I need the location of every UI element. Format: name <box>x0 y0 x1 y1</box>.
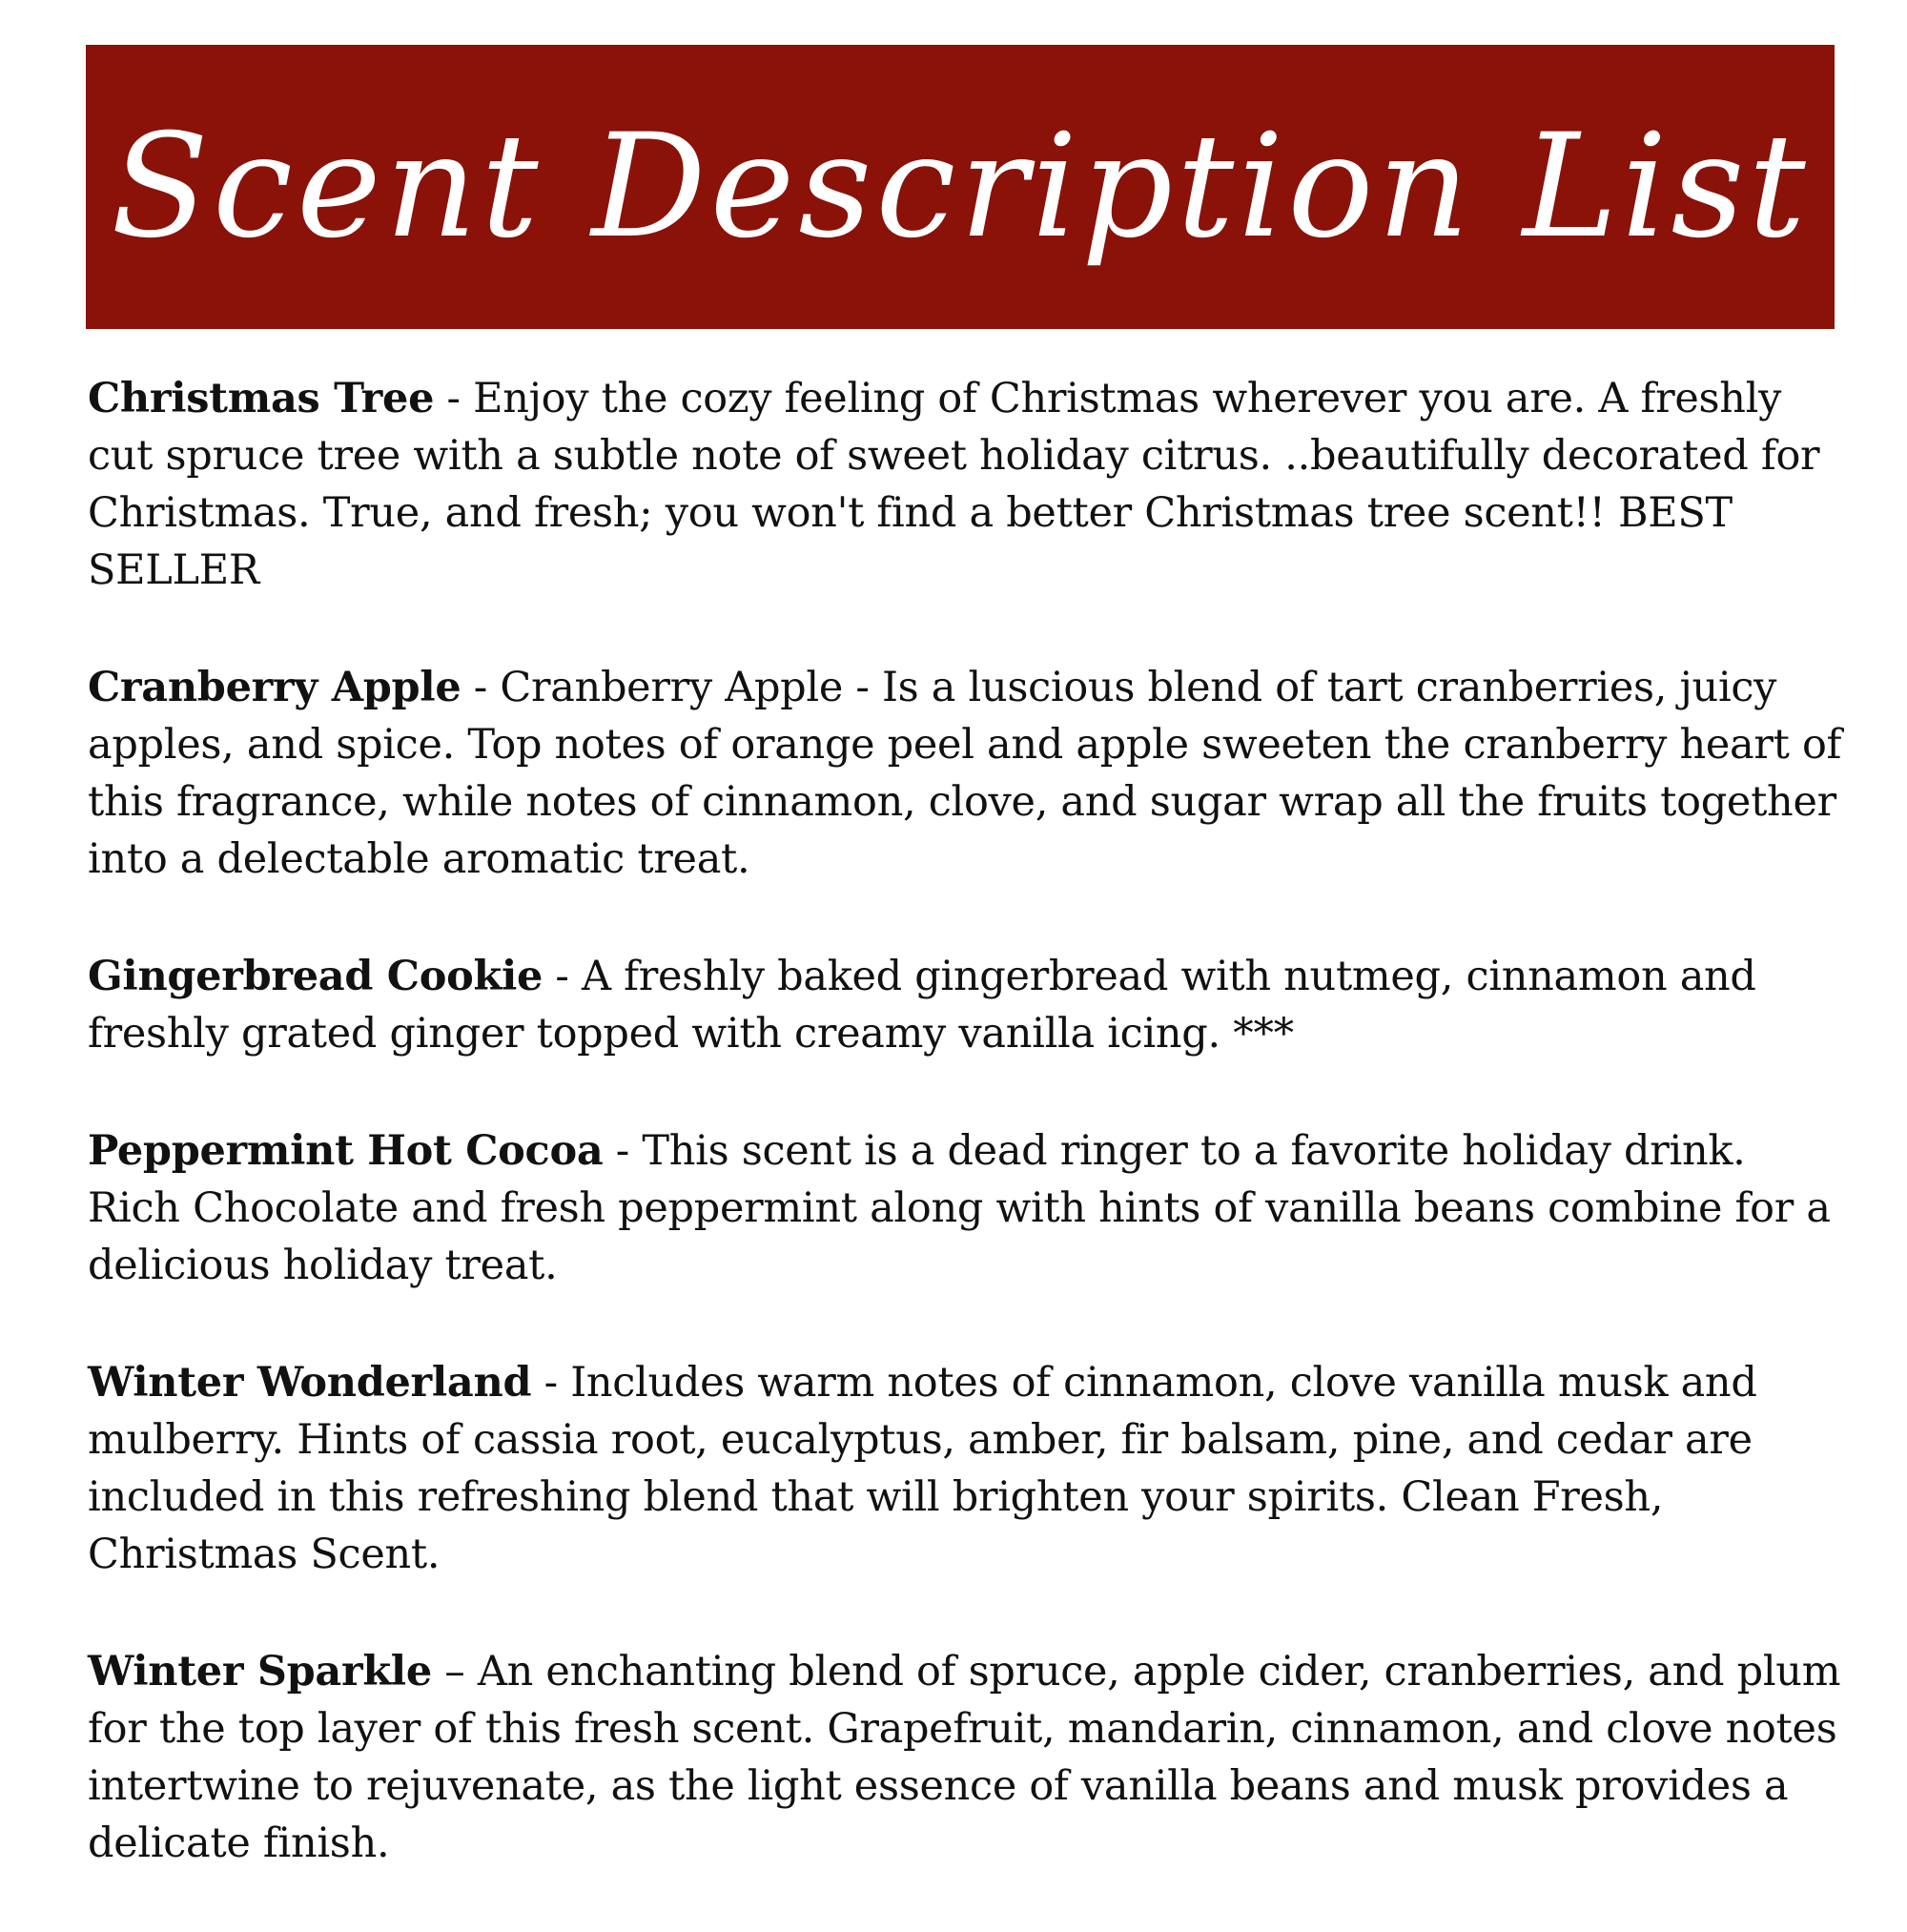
scent-entry-gingerbread-cookie <box>88 948 1842 1062</box>
scent-entry-winter-wonderland <box>88 1354 1842 1583</box>
scent-separator: - <box>531 1359 571 1407</box>
scent-description: This scent is a dead ringer to a favorite holiday drink. Rich Chocolate and fresh peppermint along with hints of vanilla beans combine for a delicious holiday treat. <box>88 1127 1831 1289</box>
scent-description: A freshly baked gingerbread with nutmeg, cinnamon and freshly grated ginger topped with creamy vanilla icing. *** <box>88 953 1756 1058</box>
scent-entry-christmas-tree <box>88 370 1842 599</box>
scent-entry-winter-sparkle <box>88 1643 1842 1872</box>
scent-description: Enjoy the cozy feeling of Christmas wherever you are. A freshly cut spruce tree with a subtle note of sweet holiday citrus. ..beautifully decorated for Christmas. True, and fresh; you won't find a better Christmas tree scent!! BEST SELLER <box>88 375 1820 594</box>
scent-description: Includes warm notes of cinnamon, clove vanilla musk and mulberry. Hints of cassia root, eucalyptus, amber, fir balsam, pine, and cedar are included in this refreshing blend that will brighten your spirits. Clean Fresh, Christmas Scent. <box>88 1359 1757 1578</box>
scent-name: Winter Wonderland <box>88 1359 532 1407</box>
scent-name: Cranberry Apple <box>88 664 461 711</box>
scent-entry-peppermint-hot-cocoa <box>88 1122 1842 1294</box>
scent-list <box>88 370 1842 1932</box>
title-banner <box>86 45 1835 329</box>
scent-name: Christmas Tree <box>88 375 435 422</box>
scent-separator: - <box>603 1127 643 1175</box>
scent-description: Cranberry Apple - Is a luscious blend of tart cranberries, juicy apples, and spice. Top notes of orange peel and apple sweeten the cranberry heart of this fragrance, while notes of cinnamon, clove, and sugar wrap all the fruits together into a delectable aromatic treat. <box>88 664 1842 883</box>
scent-name: Gingerbread Cookie <box>88 953 543 1000</box>
page-title: Scent Description List <box>111 104 1810 270</box>
scent-separator: - <box>461 664 501 711</box>
scent-name: Winter Sparkle <box>88 1648 432 1696</box>
scent-entry-cranberry-apple <box>88 659 1842 888</box>
scent-separator: - <box>543 953 583 1000</box>
scent-separator: – <box>431 1648 478 1696</box>
scent-name: Peppermint Hot Cocoa <box>88 1127 604 1175</box>
scent-description: An enchanting blend of spruce, apple cider, cranberries, and plum for the top layer of this fresh scent. Grapefruit, mandarin, cinnamon, and clove notes intertwine to rejuvenate, as the light essence of vanilla beans and musk provides a delicate finish. <box>88 1648 1841 1867</box>
scent-separator: - <box>434 375 474 422</box>
